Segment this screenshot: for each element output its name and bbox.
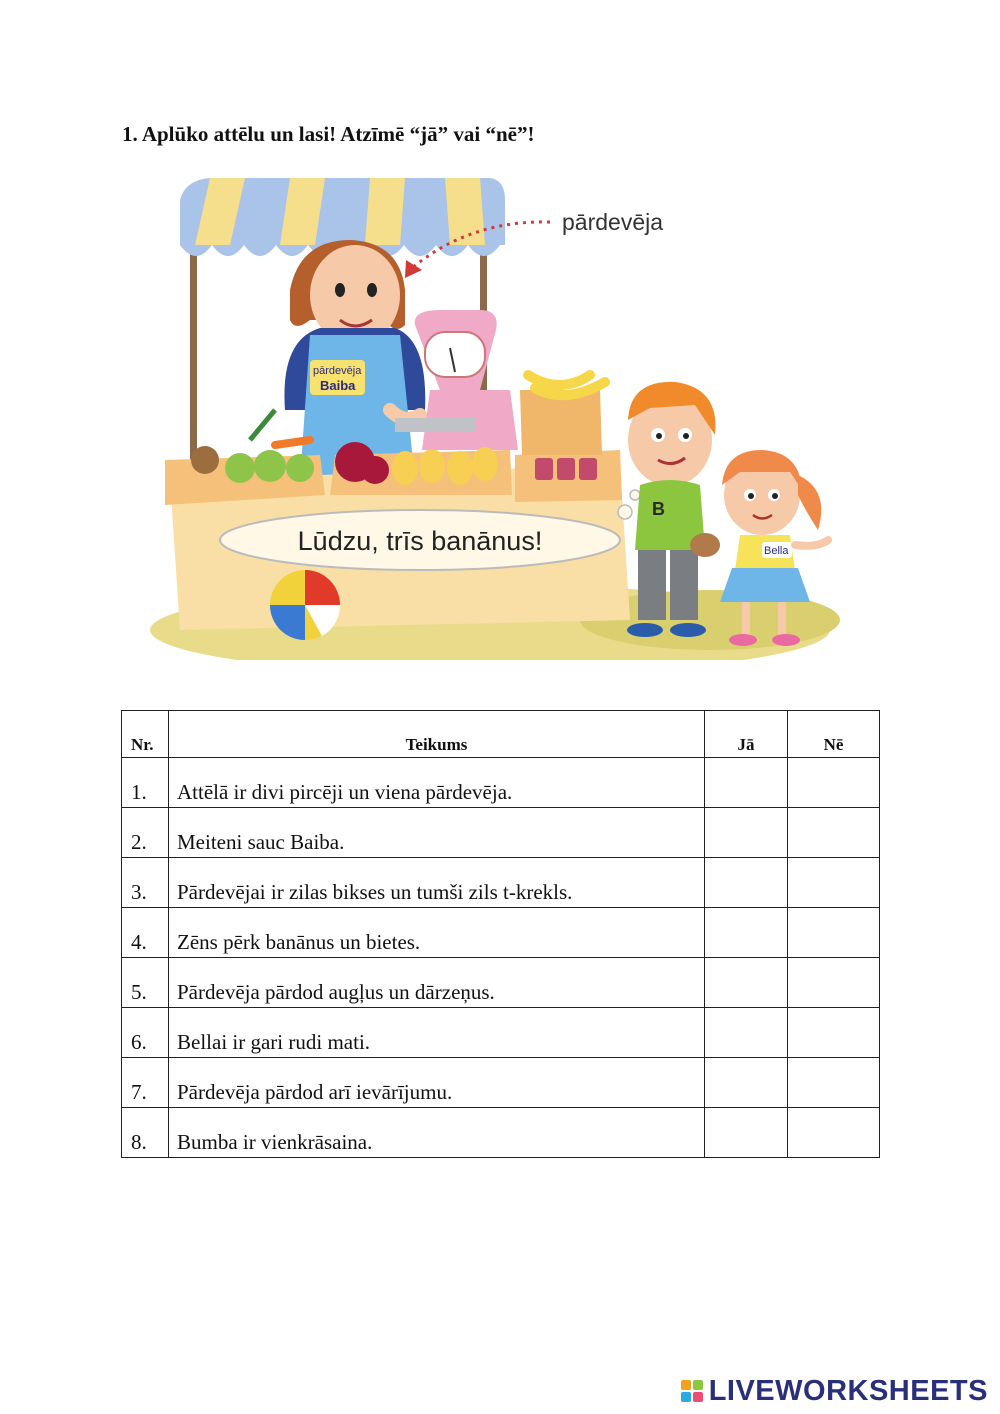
- row-number: 5.: [122, 958, 169, 1008]
- market-illustration: [150, 150, 850, 660]
- no-answer-cell[interactable]: [788, 958, 880, 1008]
- no-answer-cell[interactable]: [788, 908, 880, 958]
- seller-name-tag-line1: pārdevēja: [313, 365, 362, 377]
- table-header-row: [122, 711, 880, 758]
- row-number: 8.: [122, 1108, 169, 1158]
- liveworksheets-brand: [681, 1376, 988, 1406]
- yes-answer-cell[interactable]: [705, 758, 788, 808]
- header-yes: Jā: [705, 711, 788, 758]
- liveworksheets-logo-icon: [681, 1380, 703, 1402]
- header-sentence: Teikums: [169, 711, 705, 758]
- row-sentence: Pārdevējai ir zilas bikses un tumši zils t-krekls.: [169, 858, 705, 908]
- row-number: 4.: [122, 908, 169, 958]
- logo-square-1: [681, 1380, 691, 1390]
- row-sentence: Attēlā ir divi pircēji un viena pārdevēja.: [169, 758, 705, 808]
- row-sentence: Zēns pērk banānus un bietes.: [169, 908, 705, 958]
- yes-answer-cell[interactable]: [705, 958, 788, 1008]
- awning-pole-left: [190, 250, 197, 480]
- brand-name: LIVEWORKSHEETS: [708, 1374, 988, 1407]
- yes-answer-cell[interactable]: [705, 1108, 788, 1158]
- no-answer-cell[interactable]: [788, 758, 880, 808]
- row-number: 2.: [122, 808, 169, 858]
- table-row: [122, 958, 880, 1008]
- task-title: 1. Aplūko attēlu un lasi! Atzīmē “jā” vai “nē”!: [122, 122, 535, 146]
- yes-answer-cell[interactable]: [705, 808, 788, 858]
- no-answer-cell[interactable]: [788, 1008, 880, 1058]
- quiz-table: [121, 710, 880, 1158]
- yes-answer-cell[interactable]: [705, 908, 788, 958]
- no-answer-cell[interactable]: [788, 858, 880, 908]
- row-number: 7.: [122, 1058, 169, 1108]
- girl-name-tag: Bella: [764, 545, 789, 557]
- logo-square-2: [693, 1380, 703, 1390]
- yes-answer-cell[interactable]: [705, 1008, 788, 1058]
- table-row: [122, 908, 880, 958]
- yes-answer-cell[interactable]: [705, 1058, 788, 1108]
- seller-name-tag-line2: Baiba: [320, 378, 356, 393]
- beach-ball: [270, 570, 340, 640]
- speech-bubble-text: Lūdzu, trīs banānus!: [297, 526, 543, 556]
- row-sentence: Pārdevēja pārdod augļus un dārzeņus.: [169, 958, 705, 1008]
- row-sentence: Meiteni sauc Baiba.: [169, 808, 705, 858]
- table-row: [122, 758, 880, 808]
- header-no: Nē: [788, 711, 880, 758]
- no-answer-cell[interactable]: [788, 1058, 880, 1108]
- table-row: [122, 1108, 880, 1158]
- table-row: [122, 1058, 880, 1108]
- row-number: 3.: [122, 858, 169, 908]
- row-sentence: Bumba ir vienkrāsaina.: [169, 1108, 705, 1158]
- row-sentence: Pārdevēja pārdod arī ievārījumu.: [169, 1058, 705, 1108]
- yes-answer-cell[interactable]: [705, 858, 788, 908]
- no-answer-cell[interactable]: [788, 1108, 880, 1158]
- row-number: 6.: [122, 1008, 169, 1058]
- table-row: [122, 858, 880, 908]
- row-number: 1.: [122, 758, 169, 808]
- logo-square-3: [681, 1392, 691, 1402]
- boy-shirt-letter: B: [652, 499, 665, 519]
- table-row: [122, 808, 880, 858]
- table-row: [122, 1008, 880, 1058]
- row-sentence: Bellai ir gari rudi mati.: [169, 1008, 705, 1058]
- no-answer-cell[interactable]: [788, 808, 880, 858]
- header-nr: Nr.: [122, 711, 169, 758]
- logo-square-4: [693, 1392, 703, 1402]
- seller-label: pārdevēja: [562, 209, 664, 235]
